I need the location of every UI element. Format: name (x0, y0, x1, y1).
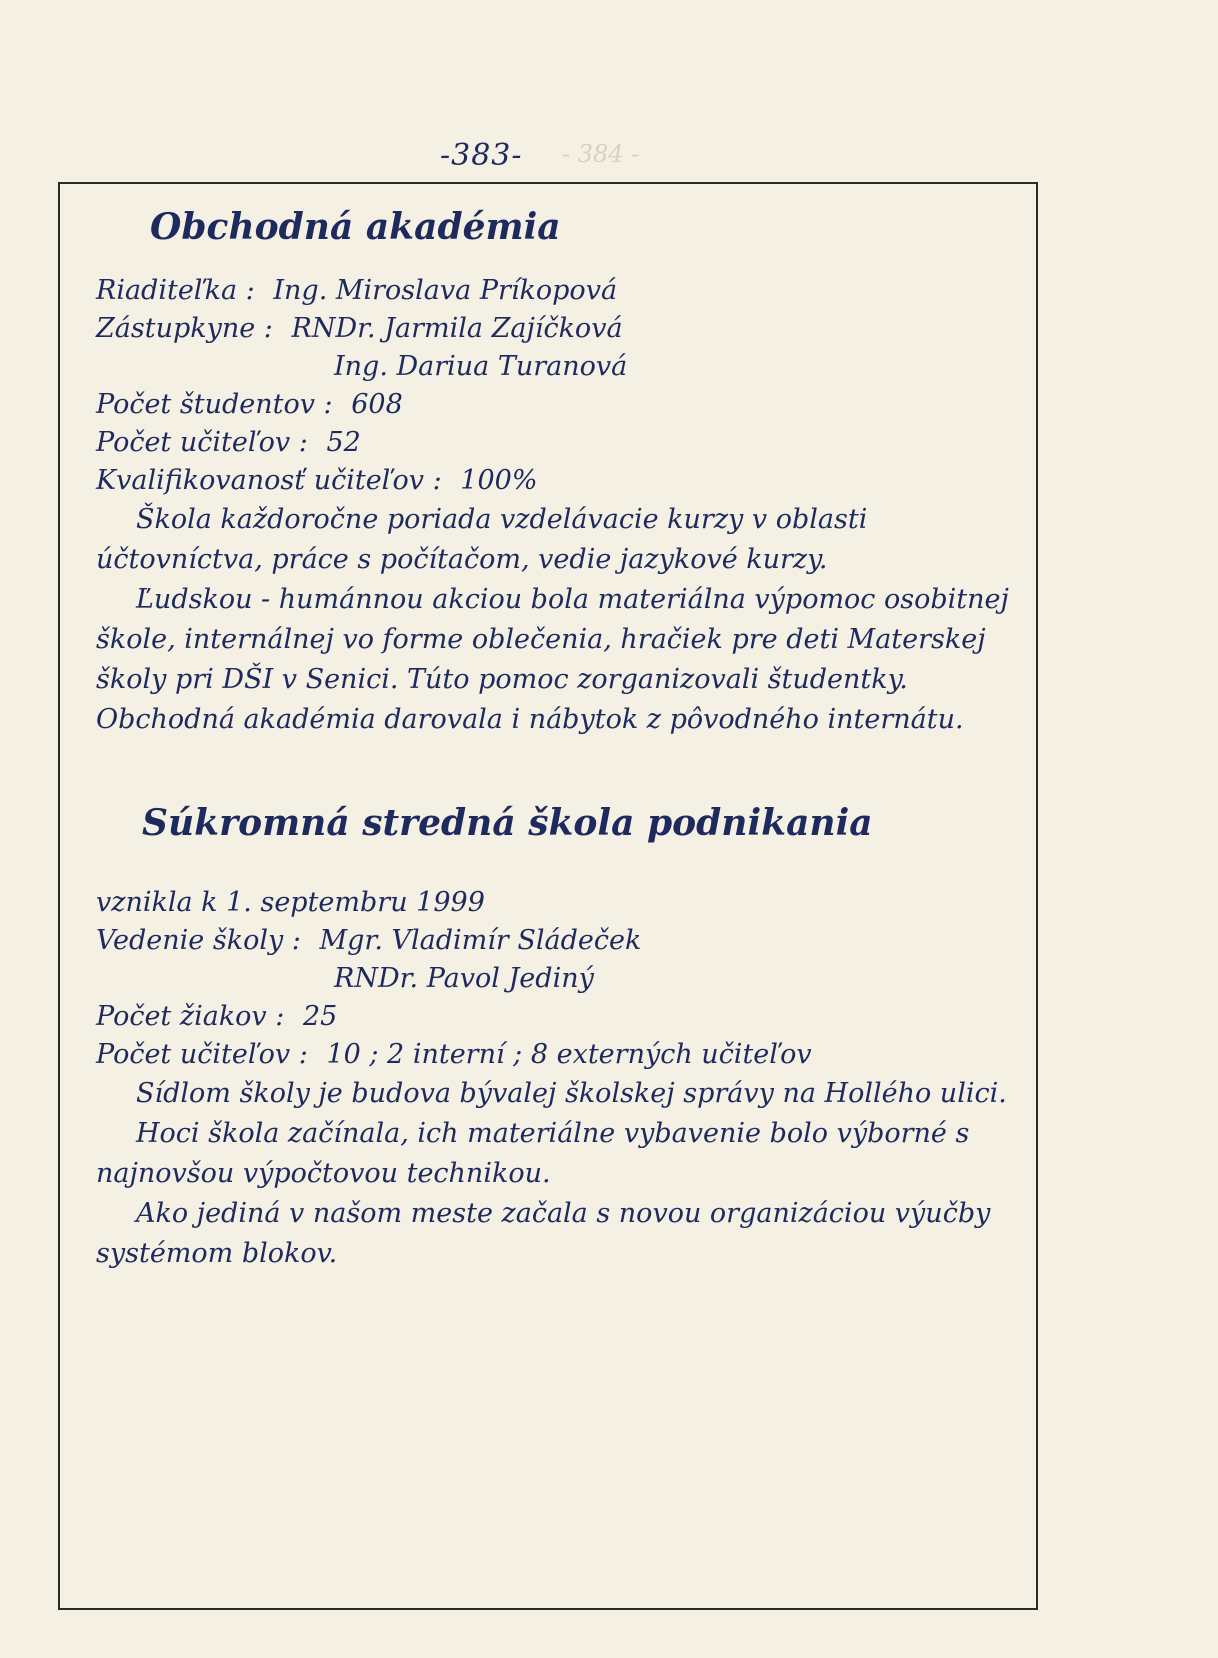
director-label: Riaditeľka : (96, 275, 255, 306)
qualification-value: 100% (460, 465, 538, 496)
students-label: Počet študentov : (96, 389, 333, 420)
deputies-label: Zástupkyne : (96, 313, 273, 344)
paragraph: Škola každoročne poriada vzdelávacie kurzy v oblasti účtovníctva, práce s počítačom, vedie jazykové kurzy. (96, 504, 868, 575)
section-obchodna-akademia (96, 200, 1016, 740)
teachers-count: 10 ; 2 interní ; 8 externých učiteľov (326, 1039, 812, 1070)
paragraph: Ľudskou - humánnou akciou bola materiálna výpomoc osobitnej škole, internálnej vo forme oblečenia, hračiek pre deti Materskej školy pri DŠI v Senici. Túto pomoc zorganizovali študentky. Obchodná akadémia darovala i nábytok z pôvodného internátu. (96, 584, 1009, 735)
section-sukromna-skola (96, 796, 1016, 1274)
pupils-count: 25 (302, 1001, 338, 1032)
deputies-row (96, 310, 1016, 348)
qualification-label: Kvalifikovanosť učiteľov : (96, 465, 442, 496)
paragraph: Sídlom školy je budova bývalej školskej správy na Hollého ulici. (136, 1078, 1007, 1109)
deputy-name: RNDr. Jarmila Zajíčková (291, 313, 623, 344)
leadership-row (96, 922, 1016, 960)
director-name: Ing. Miroslava Príkopová (273, 275, 618, 306)
paragraph: Hoci škola začínala, ich materiálne vybavenie bolo výborné s najnovšou výpočtovou technikou. (96, 1118, 970, 1189)
teachers-row (96, 1036, 1016, 1074)
leader-name: Mgr. Vladimír Sládeček (319, 925, 642, 956)
qualification-row (96, 462, 1016, 500)
leader-row-2 (96, 960, 1016, 998)
deputy-name: Ing. Dariua Turanová (334, 351, 628, 382)
teachers-label: Počet učiteľov : (96, 1039, 308, 1070)
teachers-row (96, 424, 1016, 462)
teachers-label: Počet učiteľov : (96, 427, 308, 458)
students-row (96, 386, 1016, 424)
teachers-count: 52 (326, 427, 361, 458)
leader-name: RNDr. Pavol Jediný (334, 963, 594, 994)
page-number: -383- (440, 138, 523, 173)
handwritten-content (96, 200, 1016, 1274)
founded-row: vznikla k 1. septembru 1999 (96, 887, 485, 918)
section-title: Obchodná akadémia (150, 206, 561, 248)
deputy-row-2 (96, 348, 1016, 386)
section-title: Súkromná stredná škola podnikania (142, 802, 873, 844)
paragraph: Ako jediná v našom meste začala s novou organizáciou výučby systémom blokov. (96, 1198, 991, 1269)
ghost-page-number: - 384 - (562, 140, 640, 168)
pupils-row (96, 998, 1016, 1036)
students-count: 608 (351, 389, 403, 420)
director-row (96, 272, 1016, 310)
pupils-label: Počet žiakov : (96, 1001, 285, 1032)
leadership-label: Vedenie školy : (96, 925, 301, 956)
